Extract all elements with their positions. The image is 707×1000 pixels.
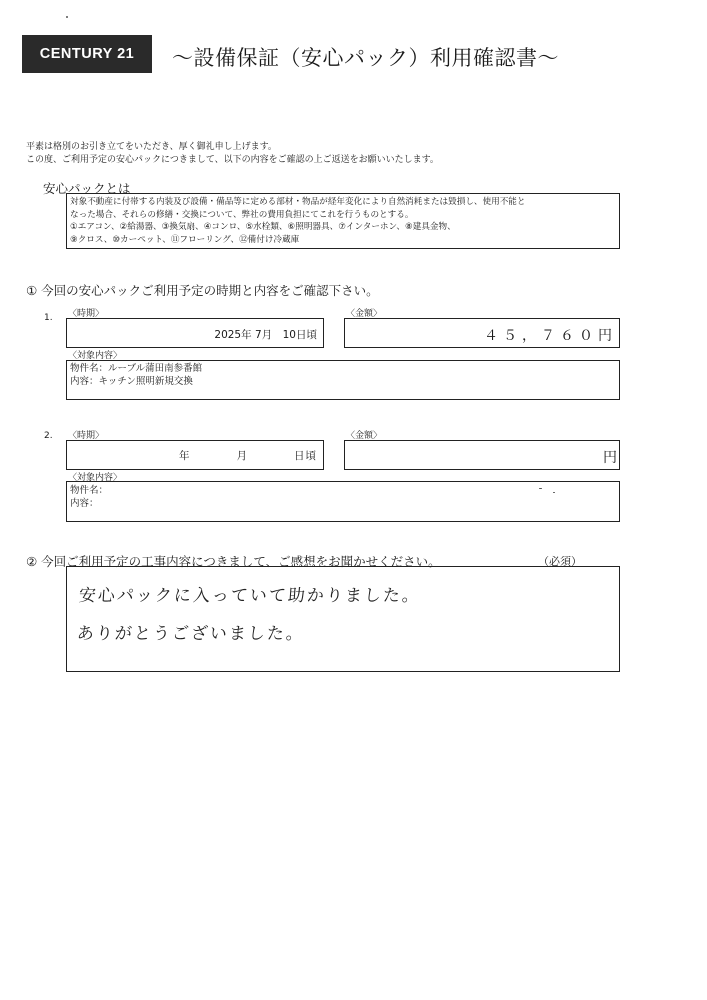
- scan-speck: [553, 492, 555, 493]
- section2-title: ② 今回ご利用予定の工事内容につきまして、ご感想をお聞かせください。: [26, 554, 441, 569]
- property-name-line: 物件名：ルーブル蒲田南参番館: [70, 363, 203, 374]
- target-field[interactable]: [66, 360, 620, 400]
- required-mark: （必須）: [538, 555, 582, 568]
- amount-value: 円: [603, 450, 617, 466]
- amount-field[interactable]: [344, 318, 620, 348]
- document-title: ～設備保証（安心パック）利用確認書～: [172, 46, 559, 70]
- anshin-desc-line: ⑨クロス、⑩カーペット、⑪フローリング、⑫備付け冷蔵庫: [70, 234, 300, 245]
- intro-line-1: 平素は格別のお引き立てをいただき、厚く御礼申し上げます。: [26, 142, 277, 152]
- impression-field[interactable]: [66, 566, 620, 672]
- anshin-pack-description-box: [66, 193, 620, 249]
- content-line: 内容：キッチン照明新規交換: [70, 376, 193, 387]
- scan-speck: [66, 16, 68, 18]
- intro-line-2: この度、ご利用予定の安心パックにつきまして、以下の内容をご確認の上ご返送をお願いいたします。: [26, 155, 439, 165]
- period-field[interactable]: [66, 318, 324, 348]
- period-field[interactable]: [66, 440, 324, 470]
- target-label: 〈対象内容〉: [68, 473, 123, 483]
- period-value: 年 月 日頃: [179, 450, 317, 462]
- handwritten-line-1: 安心パックに入っていて助かりました。: [78, 586, 422, 606]
- anshin-desc-line: 対象不動産に付帯する内装及び設備・備品等に定める部材・物品が経年変化により自然消耗または毀損し、使用不能と: [70, 197, 526, 207]
- logo-text: CENTURY 21: [39, 46, 135, 62]
- amount-label: 〈金額〉: [346, 431, 383, 441]
- target-label: 〈対象内容〉: [68, 351, 123, 361]
- anshin-pack-heading: 安心パックとは: [43, 181, 131, 196]
- amount-label: 〈金額〉: [346, 309, 383, 319]
- amount-value: ４５，７６０円: [484, 328, 617, 344]
- section1-title: ① 今回の安心パックご利用予定の時期と内容をご確認下さい。: [26, 283, 379, 298]
- period-value: 2025年 7月 10日頃: [214, 329, 317, 341]
- handwritten-line-2: ありがとうございました。: [76, 624, 306, 644]
- property-name-line: 物件名：: [70, 485, 109, 496]
- period-label: 〈時期〉: [68, 309, 105, 319]
- item-number: 1.: [44, 313, 53, 323]
- century21-logo: [22, 35, 152, 73]
- anshin-desc-line: なった場合、それらの修繕・交換について、弊社の費用負担にてこれを行うものとする。: [70, 209, 414, 220]
- scan-speck: [539, 488, 542, 489]
- amount-field[interactable]: [344, 440, 620, 470]
- period-label: 〈時期〉: [68, 431, 105, 441]
- item-number: 2.: [44, 431, 53, 441]
- anshin-desc-line: ①エアコン、②給湯器、③換気扇、④コンロ、⑤水栓類、⑥照明器具、⑦インターホン、⑧建具金物、: [70, 222, 456, 232]
- content-line: 内容：: [70, 498, 99, 509]
- target-field[interactable]: [66, 481, 620, 522]
